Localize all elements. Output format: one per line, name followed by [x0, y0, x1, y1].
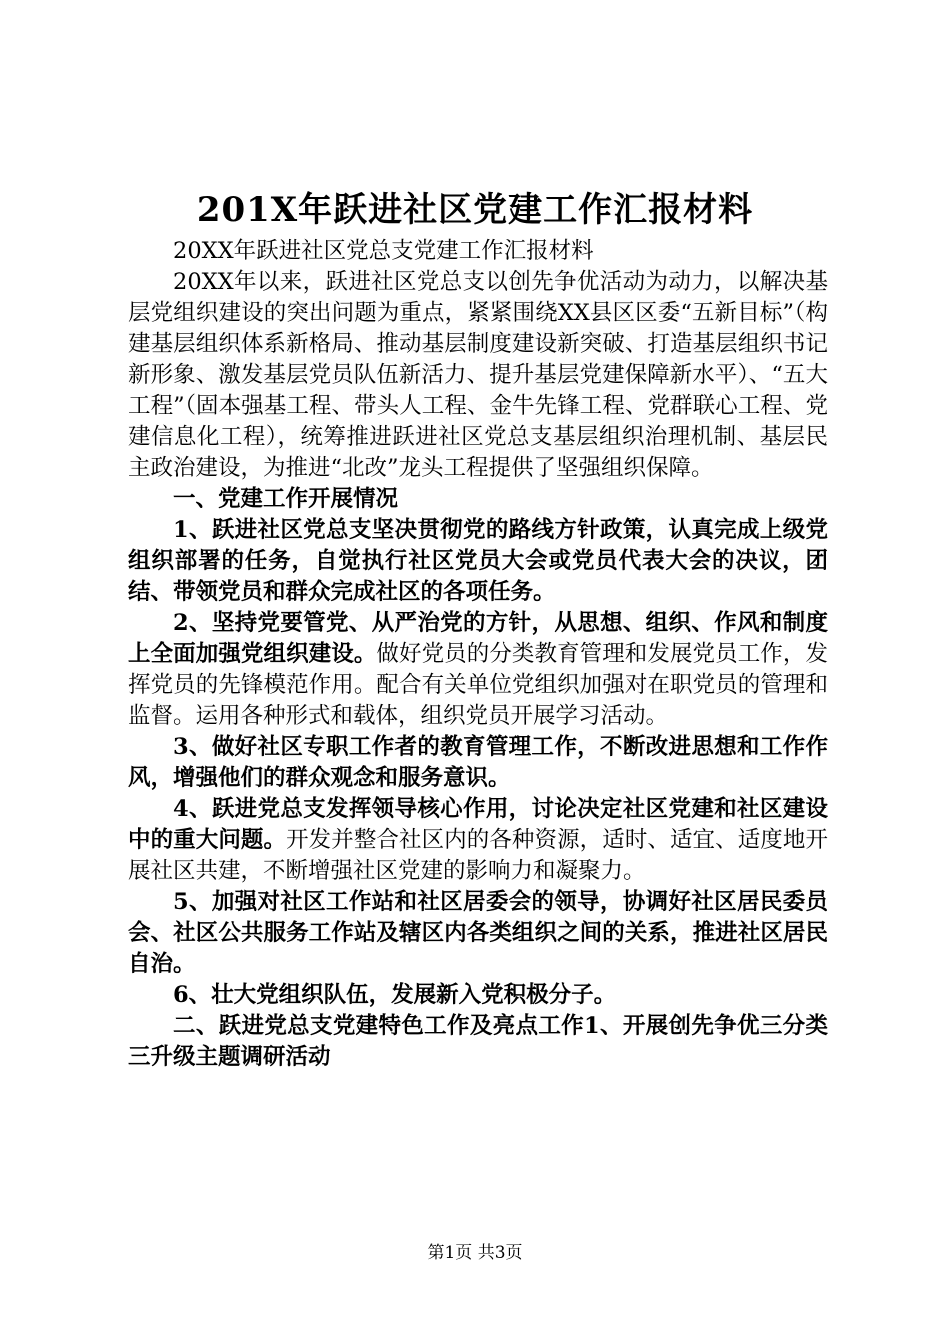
- section-heading-2: 二、跃进党总支党建特色工作及亮点工作1、开展创先争优三分类三升级主题调研活动: [128, 1013, 828, 1070]
- section-heading-1: 一、党建工作开展情况: [173, 486, 399, 512]
- paragraph-item-2: [128, 608, 828, 732]
- document-title: 201X年跃进社区党建工作汇报材料: [196, 190, 754, 230]
- paragraph-item-4: [128, 794, 828, 887]
- paragraph-item-4-lead: 4、跃进党总支发挥领导核心作用，讨论决定社区党建和社区建设中的重大问题。: [128, 796, 828, 853]
- paragraph-item-2-rest: 做好党员的分类教育管理和发展党员工作，发挥党员的先锋模范作用。配合有关单位党组织加强对在职党员的管理和监督。运用各种形式和载体，组织党员开展学习活动。: [128, 641, 828, 729]
- document-body: [128, 236, 828, 1073]
- paragraph-item-3: 3、做好社区专职工作者的教育管理工作，不断改进思想和工作作风，增强他们的群众观念和服务意识。: [128, 734, 828, 791]
- paragraph-item-5: 5、加强对社区工作站和社区居委会的领导，协调好社区居民委员会、社区公共服务工作站及辖区内各类组织之间的关系，推进社区居民自治。: [128, 889, 828, 977]
- paragraph-item-2-lead: 2、坚持党要管党、从严治党的方针，从思想、组织、作风和制度上全面加强党组织建设。: [128, 610, 828, 667]
- paragraph-intro: 20XX年以来，跃进社区党总支以创先争优活动为动力，以解决基层党组织建设的突出问题为重点，紧紧围绕XX县区区委“五新目标”（构建基层组织体系新格局、推动基层制度建设新突破、打造基层组织书记新形象、激发基层党员队伍新活力、提升基层党建保障新水平）、“五大工程”（固本强基工程、带头人工程、金牛先锋工程、党群联心工程、党建信息化工程），统筹推进跃进社区党总支基层组织治理机制、基层民主政治建设，为推进“北改”龙头工程提供了坚强组织保障。: [128, 269, 828, 481]
- paragraph-item-1: 1、跃进社区党总支坚决贯彻党的路线方针政策，认真完成上级党组织部署的任务，自觉执行社区党员大会或党员代表大会的决议，团结、带领党员和群众完成社区的各项任务。: [128, 517, 828, 605]
- paragraph-item-4-rest: 开发并整合社区内的各种资源，适时、适宜、适度地开展社区共建，不断增强社区党建的影响力和凝聚力。: [128, 827, 828, 884]
- paragraph-subtitle: 20XX年跃进社区党总支党建工作汇报材料: [173, 238, 594, 264]
- paragraph-item-6: 6、壮大党组织队伍，发展新入党积极分子。: [173, 982, 617, 1008]
- page-number: 第1页 共3页: [427, 1243, 523, 1263]
